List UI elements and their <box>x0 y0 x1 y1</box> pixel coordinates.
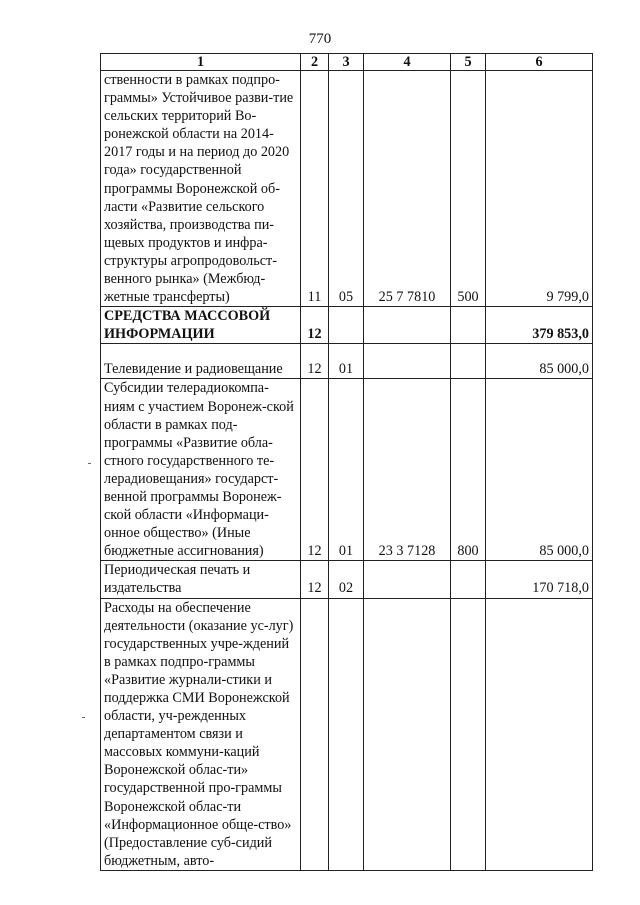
row-name: Телевидение и радиовещание <box>101 344 301 379</box>
col-header-pr: 3 <box>329 54 364 71</box>
row-vr: 800 <box>451 379 486 561</box>
row-name: Субсидии телерадиокомпа-ниям с участием Воронеж-ской области в рамках под-программы «Развитие обла-стного государственного те-лерадиовещания» государст-венной программы Воронеж-ской области «Информаци-онное общество» (Иные бюджетные ассигнования) <box>101 379 301 561</box>
table-row <box>101 561 593 598</box>
row-pr <box>329 598 364 870</box>
row-amount: 170 718,0 <box>486 561 593 598</box>
row-rz: 11 <box>301 71 329 307</box>
budget-table <box>100 53 593 871</box>
row-rz: 12 <box>301 344 329 379</box>
table-row <box>101 307 593 344</box>
row-pr <box>329 307 364 344</box>
row-name: Периодическая печать и издательства <box>101 561 301 598</box>
row-vr <box>451 344 486 379</box>
header-row <box>101 54 593 71</box>
row-pr: 02 <box>329 561 364 598</box>
row-name: СРЕДСТВА МАССОВОЙ ИНФОРМАЦИИ <box>101 307 301 344</box>
row-name: Расходы на обеспечение деятельности (оказание ус-луг) государственных учре-ждений в рамках подпро-граммы «Развитие журнали-стики и поддержка СМИ Воронежской области, уч-режденных департаментом связи и массовых коммуни-каций Воронежской облас-ти» государственной про-граммы Воронежской облас-ти «Информационное обще-ство» (Предоставление суб-сидий бюджетным, авто- <box>101 598 301 870</box>
row-pr: 05 <box>329 71 364 307</box>
page-number: 770 <box>308 31 332 47</box>
row-csr <box>364 344 451 379</box>
table-row <box>101 71 593 307</box>
col-header-csr: 4 <box>364 54 451 71</box>
row-vr: 500 <box>451 71 486 307</box>
row-pr: 01 <box>329 344 364 379</box>
row-amount <box>486 598 593 870</box>
col-header-rz: 2 <box>301 54 329 71</box>
row-csr: 25 7 7810 <box>364 71 451 307</box>
row-amount: 85 000,0 <box>486 344 593 379</box>
row-pr: 01 <box>329 379 364 561</box>
row-csr <box>364 561 451 598</box>
row-rz: 12 <box>301 379 329 561</box>
table-row <box>101 598 593 870</box>
row-vr <box>451 598 486 870</box>
row-rz <box>301 598 329 870</box>
scan-mark <box>88 463 91 464</box>
row-amount: 379 853,0 <box>486 307 593 344</box>
col-header-amount: 6 <box>486 54 593 71</box>
col-header-vr: 5 <box>451 54 486 71</box>
row-rz: 12 <box>301 561 329 598</box>
row-vr <box>451 561 486 598</box>
row-rz: 12 <box>301 307 329 344</box>
col-header-name: 1 <box>101 54 301 71</box>
table-row <box>101 344 593 379</box>
scan-mark <box>82 717 85 718</box>
row-amount: 85 000,0 <box>486 379 593 561</box>
table-row <box>101 379 593 561</box>
row-csr <box>364 307 451 344</box>
row-amount: 9 799,0 <box>486 71 593 307</box>
row-name: ственности в рамках подпро-граммы» Устойчивое разви-тие сельских территорий Во-ронежской области на 2014-2017 годы и на период до 2020 года» государственной программы Воронежской об-ласти «Развитие сельского хозяйства, производства пи-щевых продуктов и инфра-структуры агропродовольст-венного рынка» (Межбюд-жетные трансферты) <box>101 71 301 307</box>
row-csr: 23 3 7128 <box>364 379 451 561</box>
row-csr <box>364 598 451 870</box>
row-vr <box>451 307 486 344</box>
